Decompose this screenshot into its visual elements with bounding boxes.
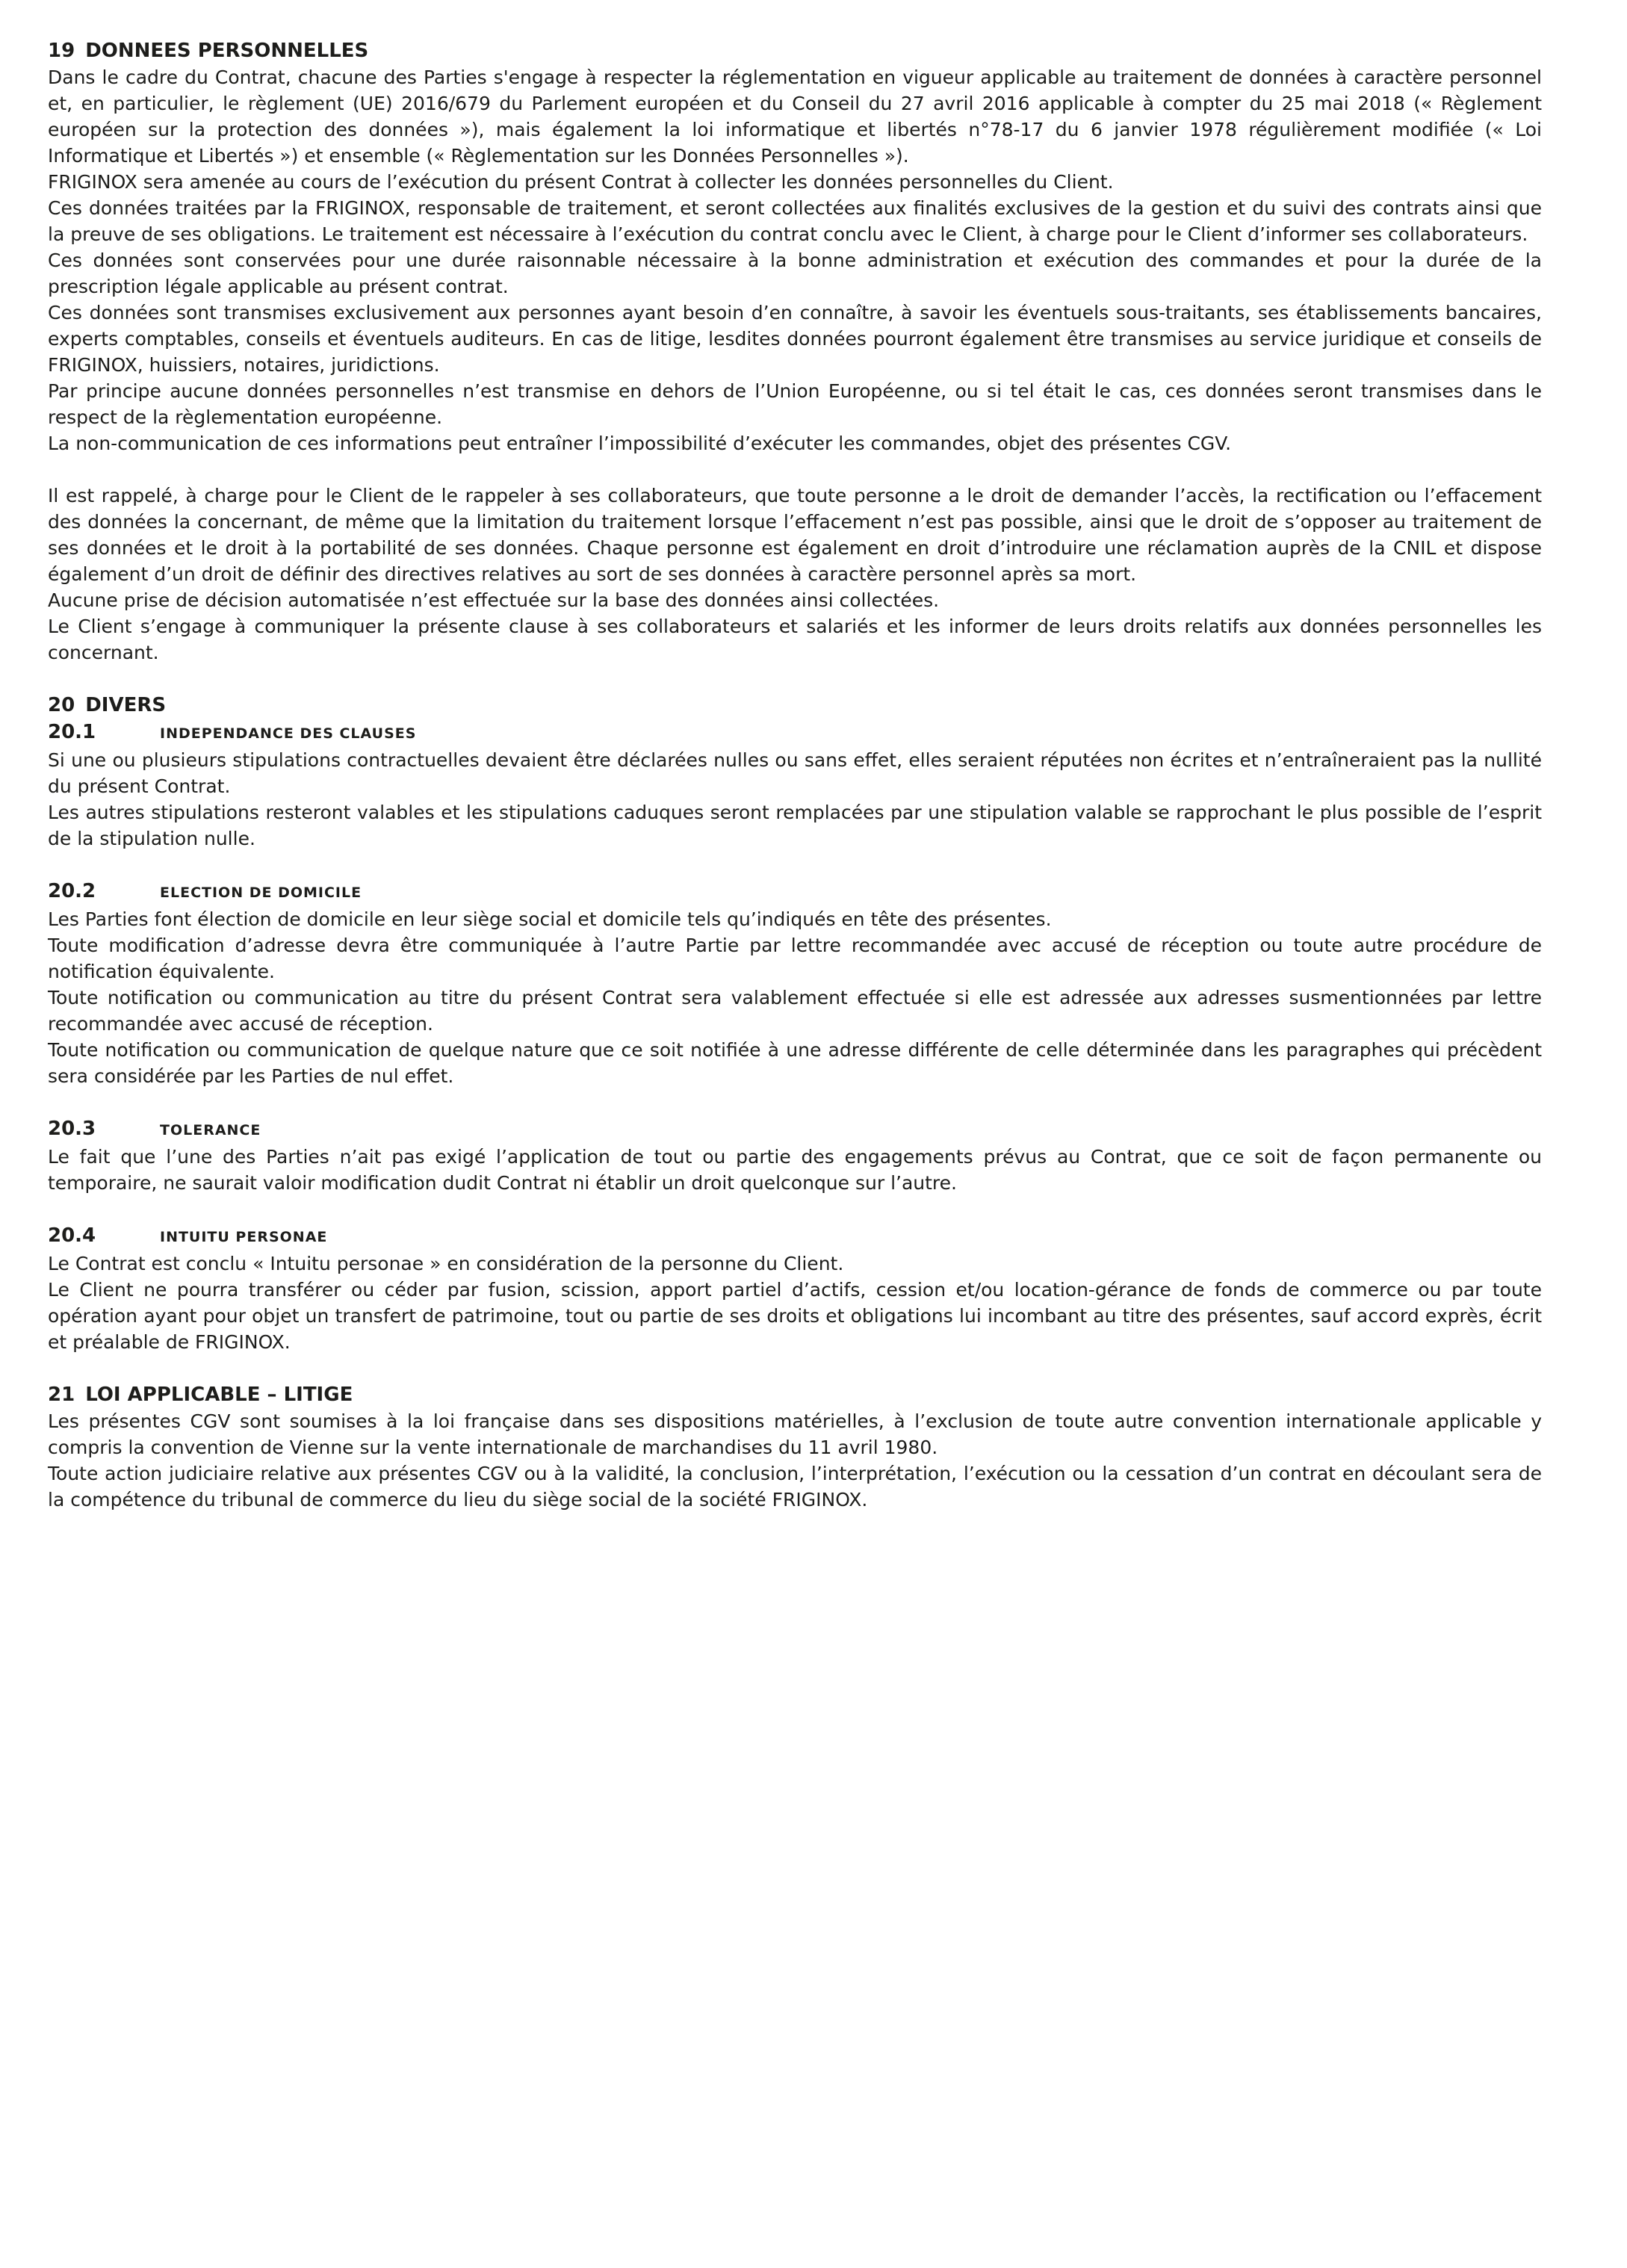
subsection-title: TOLERANCE	[160, 1122, 261, 1138]
paragraph: Dans le cadre du Contrat, chacune des Parties s'engage à respecter la réglementation en vigueur applicable au traitement de données à caractère personnel et, en particulier, le règlement (UE) 2016/679 du Parlement européen et du Conseil du 27 avril 2016 applicable à compter du 25 mai 2018 (« Règlement européen sur la protection des données »), mais également la loi informatique et libertés n°78-17 du 6 janvier 1978 régulièrement modifiée (« Loi Informatique et Libertés ») et ensemble (« Règlementation sur les Données Personnelles »).	[48, 66, 1542, 167]
section-number: 20	[48, 694, 75, 716]
section-21-heading	[48, 1381, 1542, 1408]
paragraph: Ces données sont conservées pour une durée raisonnable nécessaire à la bonne administration et exécution des commandes et pour la durée de la prescription légale applicable au présent contrat.	[48, 250, 1542, 297]
subsection-number: 20.3	[48, 1118, 96, 1140]
subsection-title: ELECTION DE DOMICILE	[160, 884, 362, 901]
paragraph: Les Parties font élection de domicile en leur siège social et domicile tels qu’indiqués en tête des présentes.	[48, 908, 1052, 930]
paragraph: Le Contrat est conclu « Intuitu personae » en considération de la personne du Client.	[48, 1253, 844, 1274]
subsection-title: INTUITU PERSONAE	[160, 1229, 328, 1245]
subsection-20-3-heading	[48, 1115, 1542, 1144]
section-title: DIVERS	[85, 694, 167, 716]
paragraph: Si une ou plusieurs stipulations contractuelles devaient être déclarées nulles ou sans effet, elles seraient réputées non écrites et n’entraîneraient pas la nullité du présent Contrat.	[48, 749, 1542, 797]
paragraph: Toute action judiciaire relative aux présentes CGV ou à la validité, la conclusion, l’interprétation, l’exécution ou la cessation d’un contrat en découlant sera de la compétence du tribunal de commerce du lieu du siège social de la société FRIGINOX.	[48, 1463, 1542, 1511]
paragraph: Toute notification ou communication de quelque nature que ce soit notifiée à une adresse différente de celle déterminée dans les paragraphes qui précèdent sera considérée par les Parties de nul effet.	[48, 1039, 1542, 1087]
subsection-20-2-heading	[48, 878, 1542, 906]
paragraph: Le Client ne pourra transférer ou céder par fusion, scission, apport partiel d’actifs, cession et/ou location-gérance de fonds de commerce ou par toute opération ayant pour objet un transfert de patrimoine, tout ou partie de ses droits et obligations lui incombant au titre des présentes, sauf accord exprès, écrit et préalable de FRIGINOX.	[48, 1279, 1542, 1353]
section-title: DONNEES PERSONNELLES	[85, 40, 369, 62]
subsection-20-1-heading	[48, 719, 1542, 747]
subsection-20-4-heading	[48, 1222, 1542, 1251]
subsection-number: 20.4	[48, 1224, 96, 1247]
subsection-number: 20.1	[48, 721, 96, 743]
paragraph: FRIGINOX sera amenée au cours de l’exécution du présent Contrat à collecter les données personnelles du Client.	[48, 171, 1114, 193]
subsection-title: INDEPENDANCE DES CLAUSES	[160, 725, 417, 742]
section-title: LOI APPLICABLE – LITIGE	[85, 1384, 353, 1406]
section-19-heading	[48, 37, 1542, 64]
section-20-heading	[48, 692, 1542, 719]
section-number: 19	[48, 40, 75, 62]
document-page	[48, 37, 1542, 1513]
paragraph: Toute modification d’adresse devra être communiquée à l’autre Partie par lettre recommandée avec accusé de réception ou toute autre procédure de notification équivalente.	[48, 935, 1542, 982]
paragraph: Ces données sont transmises exclusivement aux personnes ayant besoin d’en connaître, à savoir les éventuels sous-traitants, ses établissements bancaires, experts comptables, conseils et éventuels auditeurs. En cas de litige, lesdites données pourront également être transmises au service juridique et conseils de FRIGINOX, huissiers, notaires, juridictions.	[48, 302, 1542, 376]
paragraph: La non-communication de ces informations peut entraîner l’impossibilité d’exécuter les commandes, objet des présentes CGV.	[48, 433, 1232, 454]
subsection-number: 20.2	[48, 880, 96, 902]
paragraph: Par principe aucune données personnelles n’est transmise en dehors de l’Union Européenne, ou si tel était le cas, ces données seront transmises dans le respect de la règlementation européenne.	[48, 380, 1542, 428]
paragraph: Les autres stipulations resteront valables et les stipulations caduques seront remplacées par une stipulation valable se rapprochant le plus possible de l’esprit de la stipulation nulle.	[48, 802, 1542, 849]
paragraph: Il est rappelé, à charge pour le Client de le rappeler à ses collaborateurs, que toute personne a le droit de demander l’accès, la rectification ou l’effacement des données la concernant, de même que la limitation du traitement lorsque l’effacement n’est pas possible, ainsi que le droit de s’opposer au traitement de ses données et le droit à la portabilité de ses données. Chaque personne est également en droit d’introduire une réclamation auprès de la CNIL et dispose également d’un droit de définir des directives relatives au sort de ses données à caractère personnel après sa mort.	[48, 485, 1542, 585]
paragraph: Ces données traitées par la FRIGINOX, responsable de traitement, et seront collectées aux finalités exclusives de la gestion et du suivi des contrats ainsi que la preuve de ses obligations. Le traitement est nécessaire à l’exécution du contrat conclu avec le Client, à charge pour le Client d’informer ses collaborateurs.	[48, 197, 1542, 245]
paragraph: Les présentes CGV sont soumises à la loi française dans ses dispositions matérielles, à l’exclusion de toute autre convention internationale applicable y compris la convention de Vienne sur la vente internationale de marchandises du 11 avril 1980.	[48, 1410, 1542, 1458]
paragraph: Le fait que l’une des Parties n’ait pas exigé l’application de tout ou partie des engagements prévus au Contrat, que ce soit de façon permanente ou temporaire, ne saurait valoir modification dudit Contrat ni établir un droit quelconque sur l’autre.	[48, 1146, 1542, 1194]
paragraph: Le Client s’engage à communiquer la présente clause à ses collaborateurs et salariés et les informer de leurs droits relatifs aux données personnelles les concernant.	[48, 616, 1542, 663]
paragraph: Toute notification ou communication au titre du présent Contrat sera valablement effectuée si elle est adressée aux adresses susmentionnées par lettre recommandée avec accusé de réception.	[48, 987, 1542, 1035]
section-number: 21	[48, 1384, 75, 1406]
paragraph: Aucune prise de décision automatisée n’est effectuée sur la base des données ainsi collectées.	[48, 589, 940, 611]
